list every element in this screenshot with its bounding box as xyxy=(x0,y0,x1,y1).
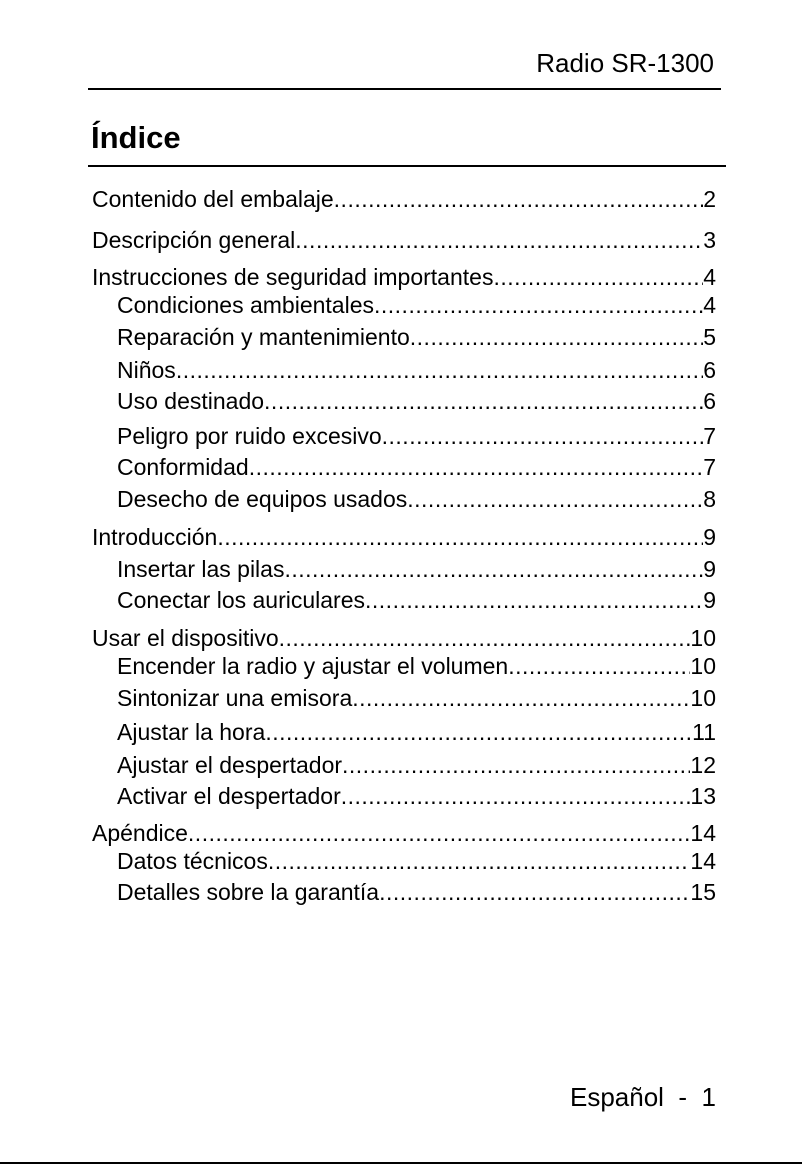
toc-entry-title: Ajustar el despertador xyxy=(117,752,343,778)
toc-dot-leader xyxy=(295,225,703,255)
toc-entry-page: 8 xyxy=(703,486,716,512)
toc-dot-leader xyxy=(365,585,703,615)
toc-dot-leader xyxy=(249,452,704,482)
toc-subentry[interactable] xyxy=(117,355,716,385)
toc-entry-title: Detalles sobre la garantía xyxy=(117,879,380,905)
toc-entry-page: 4 xyxy=(703,264,716,290)
toc-entry-page: 4 xyxy=(703,292,716,318)
page-footer xyxy=(570,1080,716,1114)
toc-entry-page: 7 xyxy=(703,454,716,480)
toc-entry-page: 2 xyxy=(703,186,716,212)
toc-subentry[interactable] xyxy=(117,717,716,747)
toc-entry-title: Desecho de equipos usados xyxy=(117,486,408,512)
toc-entry-title: Niños xyxy=(117,357,176,383)
page-header-title: Radio SR-1300 xyxy=(536,48,714,78)
footer-language: Español xyxy=(569,1082,664,1112)
footer-separator: - xyxy=(678,1082,688,1112)
toc-entry-title: Instrucciones de seguridad importantes xyxy=(92,264,494,290)
toc-dot-leader xyxy=(188,818,690,848)
toc-dot-leader xyxy=(493,262,703,292)
toc-subentry[interactable] xyxy=(117,781,716,811)
toc-entry-title: Insertar las pilas xyxy=(117,556,285,582)
toc-entry-page: 6 xyxy=(703,388,716,414)
toc-dot-leader xyxy=(341,781,691,811)
toc-entry-title: Usar el dispositivo xyxy=(92,625,279,651)
toc-entry-page: 7 xyxy=(703,423,716,449)
toc-entry-page: 10 xyxy=(690,625,716,651)
toc-subentry[interactable] xyxy=(117,290,716,320)
toc-entry-page: 9 xyxy=(703,524,716,550)
toc-dot-leader xyxy=(334,184,704,214)
toc-entry-page: 12 xyxy=(690,752,716,778)
page-bottom-edge xyxy=(0,1162,802,1164)
toc-subentry[interactable] xyxy=(117,322,716,352)
toc-subentry[interactable] xyxy=(117,554,716,584)
toc-entry-title: Contenido del embalaje xyxy=(92,186,334,212)
toc-subentry[interactable] xyxy=(117,452,716,482)
toc-entry[interactable] xyxy=(92,225,716,255)
toc-subentry[interactable] xyxy=(117,651,716,681)
toc-entry-title: Uso destinado xyxy=(117,388,265,414)
toc-entry-title: Introducción xyxy=(92,524,218,550)
toc-subentry[interactable] xyxy=(117,683,716,713)
toc-entry-title: Reparación y mantenimiento xyxy=(117,324,410,350)
toc-dot-leader xyxy=(342,750,690,780)
toc-dot-leader xyxy=(382,421,704,451)
toc-entry-page: 10 xyxy=(690,685,716,711)
toc-dot-leader xyxy=(410,322,703,352)
toc-subentry[interactable] xyxy=(117,585,716,615)
toc-entry-title: Datos técnicos xyxy=(117,848,268,874)
toc-entry-page: 11 xyxy=(692,719,716,745)
toc-entry[interactable] xyxy=(92,522,716,552)
toc-dot-leader xyxy=(265,717,692,747)
toc-entry[interactable] xyxy=(92,262,716,292)
heading-divider xyxy=(88,165,726,167)
toc-dot-leader xyxy=(379,877,690,907)
toc-subentry[interactable] xyxy=(117,750,716,780)
toc-entry-page: 9 xyxy=(703,587,716,613)
toc-entry-title: Sintonizar una emisora xyxy=(117,685,353,711)
toc-dot-leader xyxy=(374,290,703,320)
toc-entry[interactable] xyxy=(92,184,716,214)
toc-entry-page: 5 xyxy=(703,324,716,350)
toc-entry-page: 15 xyxy=(690,879,716,905)
toc-entry-page: 13 xyxy=(690,783,716,809)
toc-entry-title: Condiciones ambientales xyxy=(117,292,374,318)
toc-entry-title: Conformidad xyxy=(117,454,249,480)
toc-dot-leader xyxy=(407,484,703,514)
toc-subentry[interactable] xyxy=(117,484,716,514)
toc-entry-title: Peligro por ruido excesivo xyxy=(117,423,382,449)
toc-subentry[interactable] xyxy=(117,877,716,907)
toc-entry-title: Encender la radio y ajustar el volumen xyxy=(117,653,509,679)
toc-entry-page: 14 xyxy=(690,848,716,874)
toc-entry-title: Conectar los auriculares xyxy=(117,587,366,613)
toc-subentry[interactable] xyxy=(117,846,716,876)
toc-dot-leader xyxy=(508,651,690,681)
toc-entry-page: 9 xyxy=(703,556,716,582)
toc-entry-title: Activar el despertador xyxy=(117,783,341,809)
toc-entry-title: Ajustar la hora xyxy=(117,719,266,745)
toc-dot-leader xyxy=(264,386,703,416)
toc-entry-page: 14 xyxy=(690,820,716,846)
toc-entry-title: Apéndice xyxy=(92,820,188,846)
footer-page-number: 1 xyxy=(701,1082,716,1112)
toc-dot-leader xyxy=(284,554,703,584)
toc-entry[interactable] xyxy=(92,818,716,848)
toc-entry-page: 10 xyxy=(690,653,716,679)
toc-entry-title: Descripción general xyxy=(92,227,296,253)
toc-subentry[interactable] xyxy=(117,421,716,451)
toc-dot-leader xyxy=(268,846,691,876)
toc-entry-page: 3 xyxy=(703,227,716,253)
toc-entry[interactable] xyxy=(92,623,716,653)
toc-subentry[interactable] xyxy=(117,386,716,416)
toc-entry-page: 6 xyxy=(703,357,716,383)
toc-dot-leader xyxy=(176,355,703,385)
header-divider xyxy=(88,88,721,90)
toc-heading: Índice xyxy=(91,120,181,155)
toc-dot-leader xyxy=(352,683,690,713)
toc-dot-leader xyxy=(217,522,703,552)
toc-dot-leader xyxy=(279,623,691,653)
